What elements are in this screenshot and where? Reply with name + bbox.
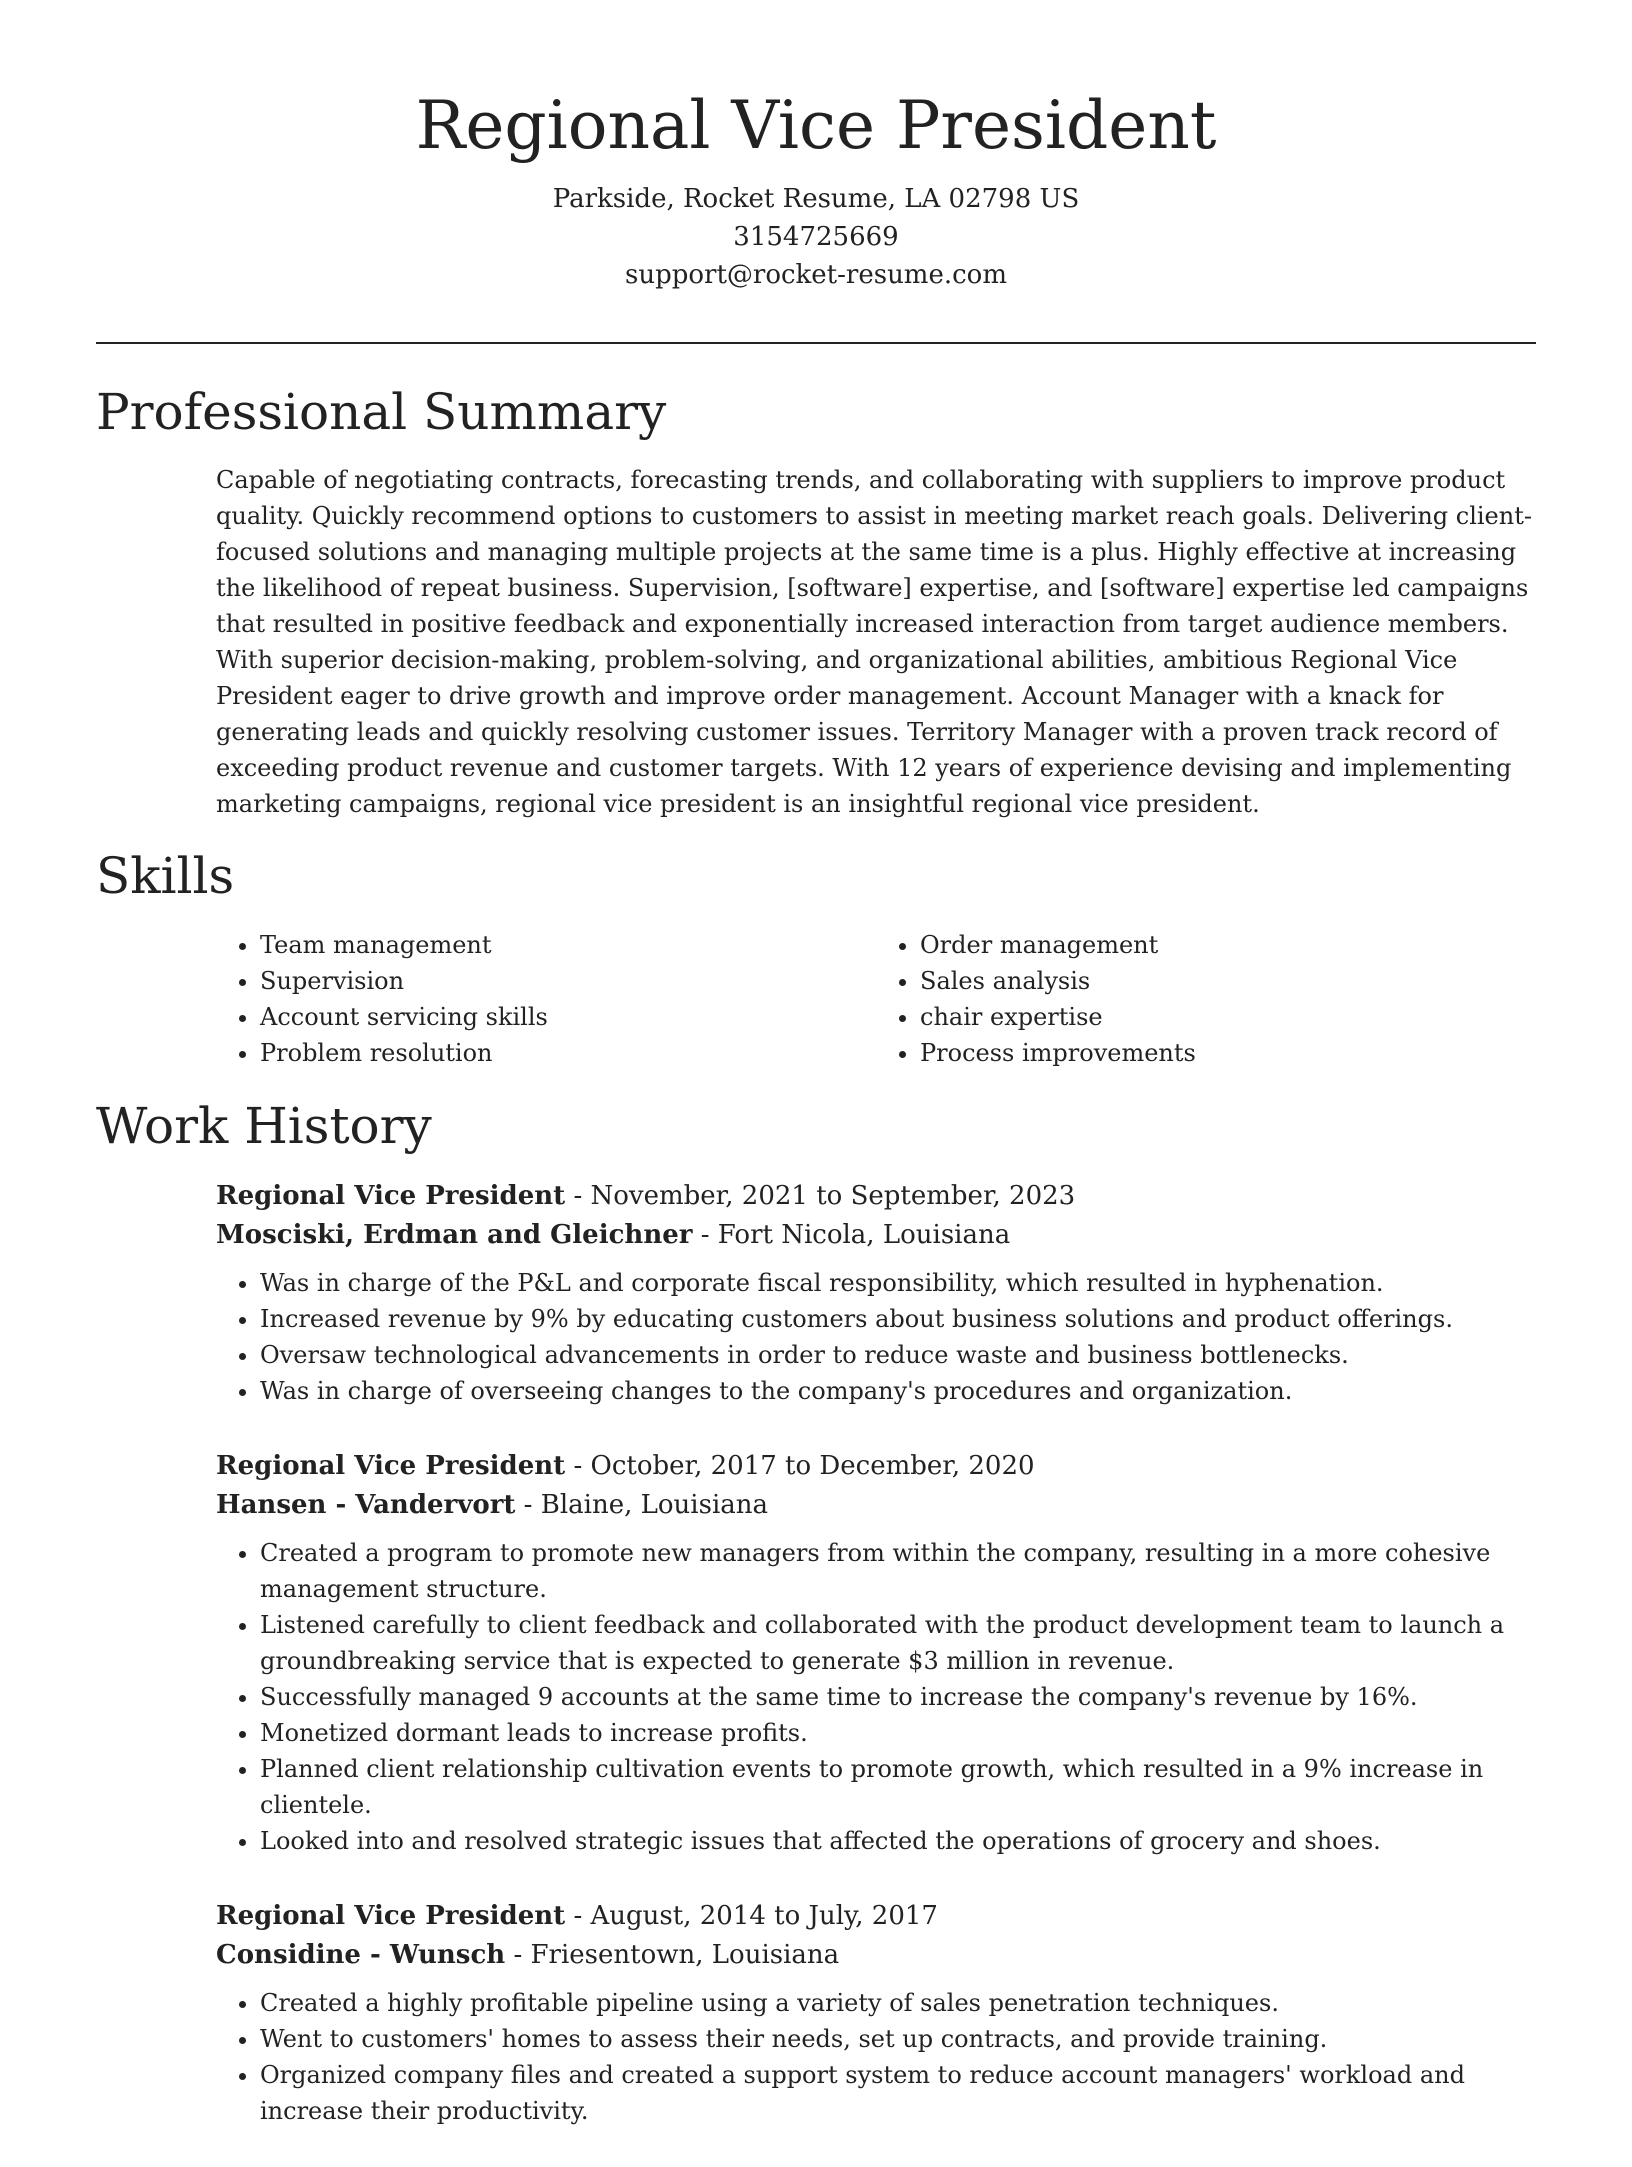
email: support@rocket-resume.com bbox=[624, 260, 1007, 290]
job-bullet-list bbox=[216, 1535, 1536, 1859]
summary-text: Capable of negotiating contracts, forecasting trends, and collaborating with suppliers to improve product quality. Quickly recommend options to customers to assist in meeting market reach goals. Delivering client-focused solutions and managing multiple projects at the same time is a plus. Highly effective at increasing the likelihood of repeat business. Supervision, [software] expertise, and [software] expertise led campaigns that resulted in positive feedback and exponentially increased interaction from target audience members. With superior decision-making, problem-solving, and organizational abilities, ambitious Regional Vice President eager to drive growth and improve order management. Account Manager with a knack for generating leads and quickly resolving customer issues. Territory Manager with a proven track record of exceeding product revenue and customer targets. With 12 years of experience devising and implementing marketing campaigns, regional vice president is an insightful regional vice president. bbox=[216, 466, 1532, 818]
job-entry bbox=[216, 1177, 1536, 1409]
job-bullet: • Went to customers' homes to assess their needs, set up contracts, and provide training. bbox=[260, 2021, 1536, 2057]
skill-item: • Team management bbox=[260, 927, 876, 963]
skills-list-right bbox=[876, 927, 1536, 1071]
separator: - bbox=[565, 1901, 591, 1931]
job-company: Considine - Wunsch bbox=[216, 1940, 506, 1970]
job-company: Hansen - Vandervort bbox=[216, 1490, 516, 1520]
job-title-line bbox=[216, 1897, 1536, 1936]
job-dates: August, 2014 to July, 2017 bbox=[590, 1901, 938, 1931]
separator: - bbox=[565, 1451, 591, 1481]
job-bullet: • Successfully managed 9 accounts at the same time to increase the company's revenue by 16%. bbox=[260, 1679, 1536, 1715]
skills-columns bbox=[216, 927, 1536, 1071]
skill-item: • chair expertise bbox=[920, 999, 1536, 1035]
job-bullet: • Planned client relationship cultivation events to promote growth, which resulted in a 9% increase in clientele. bbox=[260, 1751, 1536, 1823]
job-title-line bbox=[216, 1177, 1536, 1216]
job-company: Mosciski, Erdman and Gleichner bbox=[216, 1220, 693, 1250]
job-dates: November, 2021 to September, 2023 bbox=[590, 1181, 1076, 1211]
job-bullet: • Listened carefully to client feedback and collaborated with the product development team to launch a groundbreaking service that is expected to generate $3 million in revenue. bbox=[260, 1607, 1536, 1679]
job-role: Regional Vice President bbox=[216, 1451, 566, 1481]
work-history-section bbox=[216, 1177, 1536, 2167]
job-bullet: • Increased revenue by 9% by educating customers about business solutions and product offerings. bbox=[260, 1301, 1536, 1337]
job-company-line bbox=[216, 1486, 1536, 1525]
skill-item: • Sales analysis bbox=[920, 963, 1536, 999]
job-role: Regional Vice President bbox=[216, 1901, 566, 1931]
job-role: Regional Vice President bbox=[216, 1181, 566, 1211]
contact-info bbox=[0, 180, 1632, 294]
skill-item: • Account servicing skills bbox=[260, 999, 876, 1035]
job-title-line bbox=[216, 1447, 1536, 1486]
job-entry bbox=[216, 1447, 1536, 1859]
header-divider bbox=[96, 342, 1536, 344]
summary-heading: Professional Summary bbox=[96, 383, 667, 441]
separator: - bbox=[565, 1181, 591, 1211]
phone: 3154725669 bbox=[733, 222, 899, 252]
skill-item: • Supervision bbox=[260, 963, 876, 999]
skills-section bbox=[216, 927, 1536, 1071]
job-bullet: • Monetized dormant leads to increase profits. bbox=[260, 1715, 1536, 1751]
summary-section bbox=[216, 462, 1536, 822]
job-bullet: • Was in charge of the P&L and corporate fiscal responsibility, which resulted in hyphenation. bbox=[260, 1265, 1536, 1301]
address: Parkside, Rocket Resume, LA 02798 US bbox=[552, 184, 1080, 214]
work-history-heading: Work History bbox=[96, 1097, 432, 1155]
job-location: Friesentown, Louisiana bbox=[530, 1940, 840, 1970]
separator: - bbox=[692, 1220, 718, 1250]
job-bullet: • Organized company files and created a support system to reduce account managers' workload and increase their productivity. bbox=[260, 2057, 1536, 2129]
job-location: Fort Nicola, Louisiana bbox=[717, 1220, 1011, 1250]
job-entry bbox=[216, 1897, 1536, 2129]
separator: - bbox=[505, 1940, 531, 1970]
skill-item: • Order management bbox=[920, 927, 1536, 963]
job-bullet: • Created a program to promote new managers from within the company, resulting in a more cohesive management structure. bbox=[260, 1535, 1536, 1607]
separator: - bbox=[515, 1490, 541, 1520]
job-location: Blaine, Louisiana bbox=[540, 1490, 769, 1520]
skills-list-left bbox=[216, 927, 876, 1071]
job-bullet: • Was in charge of overseeing changes to the company's procedures and organization. bbox=[260, 1373, 1536, 1409]
job-bullet-list bbox=[216, 1265, 1536, 1409]
skill-item: • Process improvements bbox=[920, 1035, 1536, 1071]
resume-header bbox=[0, 0, 1632, 294]
skills-heading: Skills bbox=[96, 847, 235, 905]
skill-item: • Problem resolution bbox=[260, 1035, 876, 1071]
job-dates: October, 2017 to December, 2020 bbox=[590, 1451, 1035, 1481]
job-bullet: • Created a highly profitable pipeline using a variety of sales penetration techniques. bbox=[260, 1985, 1536, 2021]
job-company-line bbox=[216, 1216, 1536, 1255]
page-title: Regional Vice President bbox=[415, 87, 1217, 164]
job-bullet-list bbox=[216, 1985, 1536, 2129]
job-bullet: • Oversaw technological advancements in order to reduce waste and business bottlenecks. bbox=[260, 1337, 1536, 1373]
job-bullet: • Looked into and resolved strategic issues that affected the operations of grocery and shoes. bbox=[260, 1823, 1536, 1859]
job-company-line bbox=[216, 1936, 1536, 1975]
